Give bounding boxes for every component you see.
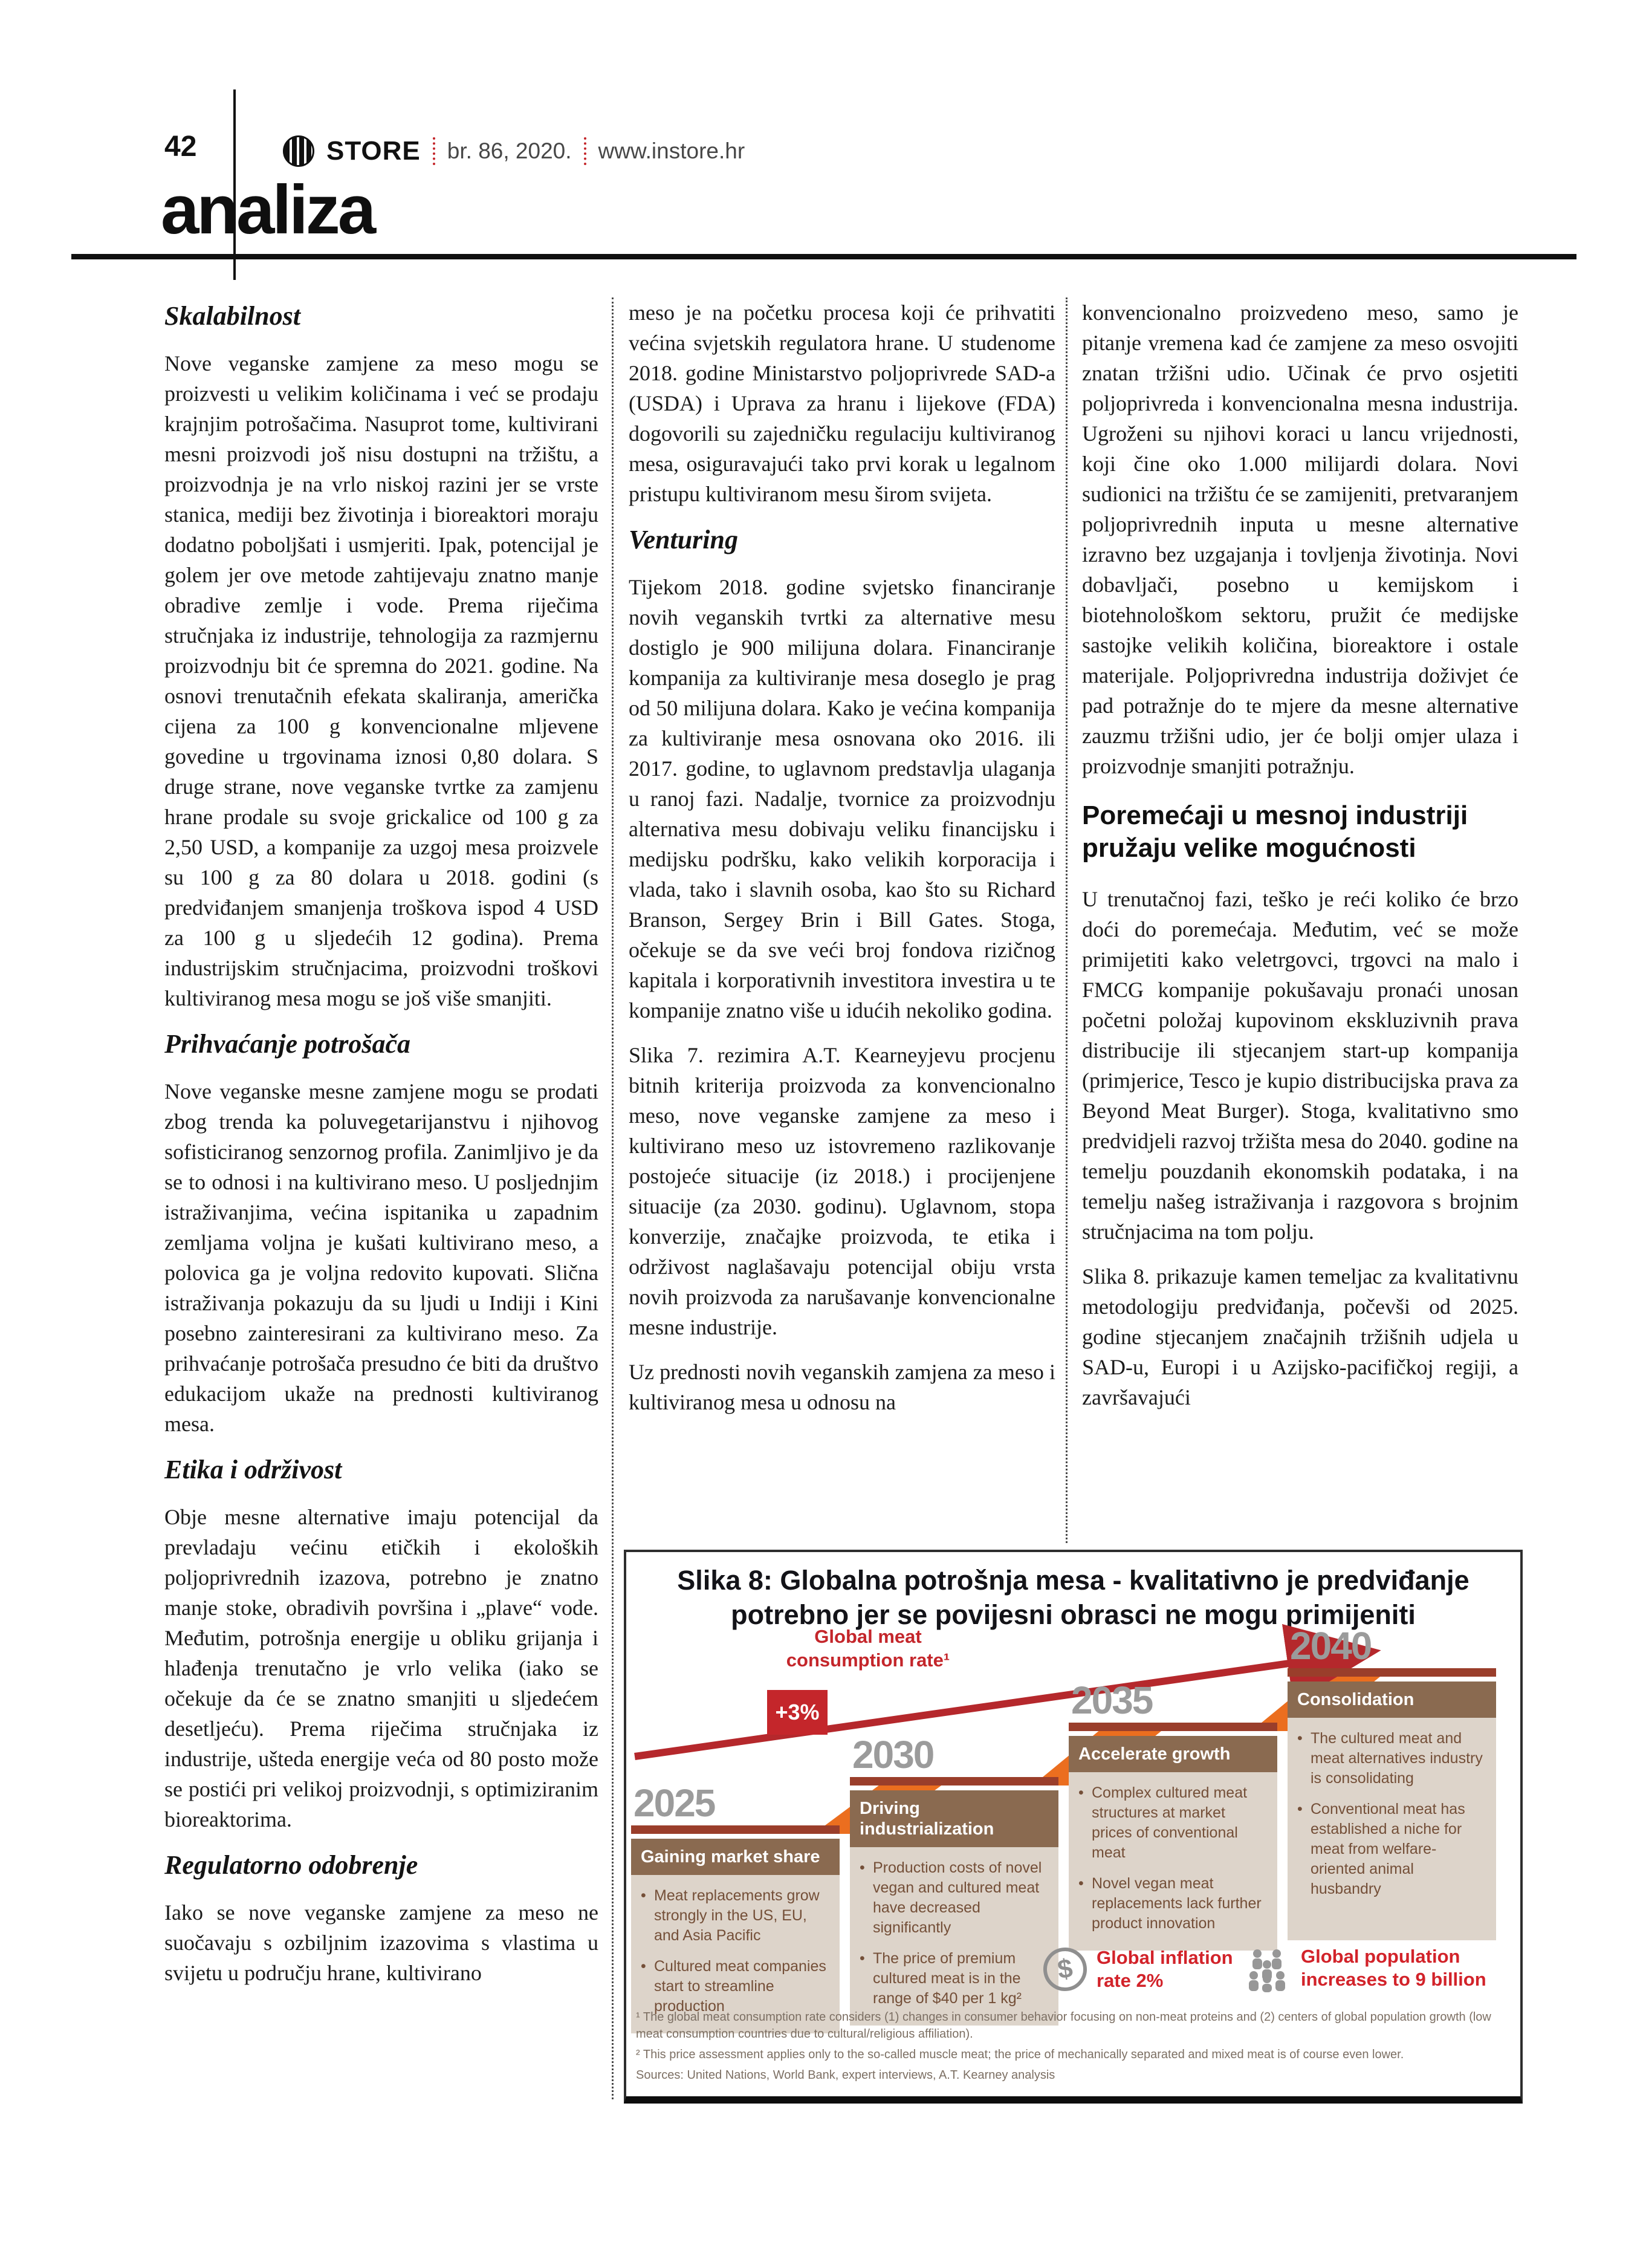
subheading-regulatorno: Regulatorno odobrenje xyxy=(164,1850,418,1880)
card-bullet: • Cultured meat companies start to streamline production xyxy=(640,1957,831,2016)
growth-rate-badge: +3% xyxy=(767,1690,828,1735)
timeline-card-2030 xyxy=(850,1790,1058,2007)
card-title: Gaining market share xyxy=(631,1839,840,1875)
subheading-etika: Etika i održivost xyxy=(164,1455,342,1484)
figure-slika8 xyxy=(624,1550,1523,2104)
timeline-card-2040 xyxy=(1288,1682,1496,1940)
body-paragraph: Nove veganske zamjene za meso mogu se proizvesti u velikim količinama i već se prodaju krajnjim potrošačima. Nasuprot tome, kultivirani mesni proizvodi još nisu dostupni na tržištu, a proizvodnja je na vrlo niskoj razini jer se vrste stanica, mediji bez životinja i bioreaktori moraju dodatno poboljšati i usmjeriti. Ipak, potencijal je golem jer ove metode zahtijevaju znatno manje obradive zemlje i vode. Prema riječima stručnjaka iz industrije, tehnologija za razmjernu proizvodnju bit će spremna do 2021. godine. Na osnovi trenutačnih efekata skaliranja, američka cijena za 100 g konvencionalne mljevene govedine u trgovinama iznosi 0,80 dolara. S druge strane, nove veganske tvrtke za zamjenu hrane prodale su svoje grickalice od 100 g za 2,50 USD, a kompanije za uzgoj mesa proizvele su 100 g za 80 dolara u 2018. godini (s predviđanjem smanjenja troškova ispod 4 USD za 100 g u sljedećih 12 godina). Prema industrijskim stručnjacima, proizvodni troškovi kultiviranog mesa mogu se još više smanjiti. xyxy=(164,351,598,1010)
crowd-icon xyxy=(1243,1944,1291,1992)
consumption-rate-label: Global meat consumption rate¹ xyxy=(786,1626,950,1671)
column-separator xyxy=(612,297,614,2099)
population-label: Global population increases to 9 billion xyxy=(1301,1946,1486,1990)
card-bullet: • Production costs of novel vegan and cultured meat have decreased significantly xyxy=(858,1858,1050,1938)
subheading-skalabilnost: Skalabilnost xyxy=(164,301,300,331)
card-bullet: • Complex cultured meat structures at market prices of conventional meat xyxy=(1077,1783,1269,1863)
body-paragraph: Uz prednosti novih veganskih zamjena za meso i kultiviranog mesa u odnosu na xyxy=(629,1360,1055,1414)
body-paragraph: Nove veganske mesne zamjene mogu se prodati zbog trenda ka poluvegetarijanstvu i njihovog sofisticiranog senzornog profila. Zanimljivo je da se to odnosi i na kultivirano meso. U posljednjim istraživanjima, većina ispitanika u zapadnim zemljama voljna je kušati kultivirano meso, a polovica ga je voljna redovito kupovati. Slična istraživanja pokazuju da su ljudi u Indiji i Kini posebno zainteresirani za kultivirano meso. Za prihvaćanje potrošača presudno će biti da društvo edukacijom ukaže na prednosti kultiviranog mesa. xyxy=(164,1079,598,1436)
figure-title-line1: Slika 8: Globalna potrošnja mesa - kvalitativno je predviđanje xyxy=(677,1565,1469,1596)
header-rule xyxy=(71,254,1576,259)
subheading-poremecaji: Poremećaji u mesnoj industriji pružaju velike mogućnosti xyxy=(1082,801,1468,863)
card-title: Driving industrialization xyxy=(850,1790,1058,1847)
masthead xyxy=(283,135,745,167)
body-paragraph: Slika 7. rezimira A.T. Kearneyjevu procjenu bitnih kriterija proizvoda za konvencionalno meso, nove veganske zamjene za meso i kultivirano meso uz istovremeno razlikovanje postojeće situacije (iz 2018.) i procijenjene situacije (za 2030. godinu). Uglavnom, stopa konverzije, značajke proizvoda, te etika i održivost naglašavaju potencijal obiju vrsta novih proizvoda za narušavanje konvencionalne mesne industrije. xyxy=(629,1043,1055,1339)
card-bullet: • Novel vegan meat replacements lack further product innovation xyxy=(1077,1874,1269,1934)
figure-sources: Sources: United Nations, World Bank, expert interviews, A.T. Kearney analysis xyxy=(636,2068,1055,2082)
step-bar xyxy=(1069,1723,1277,1731)
dotted-separator-icon xyxy=(433,137,435,165)
body-paragraph: Tijekom 2018. godine svjetsko financiranje novih veganskih tvrtki za alternative mesu dostiglo je 900 milijuna dolara. Financiranje kompanija za kultiviranje mesa doseglo je prag od 50 milijuna dolara. Kako je većina kompanija za kultiviranje mesa osnovana oko 2016. ili 2017. godine, to uglavnom predstavlja ulaganja u ranoj fazi. Nadalje, tvornice za proizvodnju alternativa mesu dobivaju veliku financijsku i medijsku podršku, kako velikih korporacija i vlada, tako i slavnih osoba, kao što su Richard Branson, Sergey Brin i Bill Gates. Stoga, očekuje se da sve veći broj fondova rizičnog kapitala i korporativnih investitora investira u te kompanije znatno više u idućih nekoliko godina. xyxy=(629,575,1055,1022)
dotted-separator-icon xyxy=(584,137,586,165)
card-bullet: • The price of premium cultured meat is in the range of $40 per 1 kg² xyxy=(858,1949,1050,2009)
population-assumption xyxy=(1243,1944,1486,1992)
step-bar xyxy=(631,1825,840,1834)
year-label-2030: 2030 xyxy=(852,1733,934,1776)
issue-label: br. 86, 2020. xyxy=(447,138,572,163)
site-url: www.instore.hr xyxy=(598,138,745,163)
inflation-assumption xyxy=(1043,1946,1233,1992)
year-label-2025: 2025 xyxy=(633,1781,715,1825)
year-label-2040: 2040 xyxy=(1290,1624,1372,1668)
column-3 xyxy=(1082,297,1518,1427)
body-paragraph: Slika 8. prikazuje kamen temeljac za kvalitativnu metodologiju predviđanja, počevši od 2025. godine stjecanjem značajnih tržišnih udjela u SAD-u, Europi i u Azijsko-pacifičkoj regiji, a završavajući xyxy=(1082,1264,1518,1409)
step-bar xyxy=(1288,1668,1496,1677)
body-paragraph: U trenutačnoj fazi, teško je reći koliko će brzo doći do poremećaja. Međutim, već se može primijetiti kako veletrgovci, trgovci na malo i FMCG kompanije pokušavaju pronaći unosan početni položaj kupovinom ekskluzivnih prava distribucije ili stjecanjem start-up kompanija (primjerice, Tesco je kupio distribucijska prava za Beyond Meat Burger). Stoga, kvalitativno smo predvidjeli razvoj tržišta mesa do 2040. godine na temelju pouzdanih ekonomskih podataka, i na temelju našeg istraživanja i razgovora s brojnim stručnjacima na tom polju. xyxy=(1082,887,1518,1244)
inflation-label: Global inflation rate 2% xyxy=(1097,1947,1233,1991)
year-label-2035: 2035 xyxy=(1071,1678,1153,1722)
timeline-card-2025 xyxy=(631,1839,840,2015)
section-title: analiza xyxy=(161,172,374,249)
brand-name: STORE xyxy=(326,136,421,166)
page-number: 42 xyxy=(164,131,197,163)
figure-footnote: ¹ The global meat consumption rate considers (1) changes in consumer behavior focusing on non-meat proteins and (2) centers of global population growth (low meat consumption countries due to cultural/religious affiliation). xyxy=(636,2010,1491,2041)
card-bullet: • Meat replacements grow strongly in the US, EU, and Asia Pacific xyxy=(640,1886,831,1946)
instore-logo-icon xyxy=(283,135,314,167)
card-bullet: • Conventional meat has established a niche for meat from welfare-oriented animal husbandry xyxy=(1296,1799,1488,1899)
dollar-coin-icon: $ xyxy=(1040,1945,1089,1993)
subheading-prihvacanje: Prihvaćanje potrošača xyxy=(164,1029,410,1059)
body-paragraph: konvencionalno proizvedeno meso, samo je pitanje vremena kad će zamjene za meso osvojiti znatan tržišni udio. Učinak će prvo osjetiti poljoprivreda i konvencionalna mesna industrija. Ugroženi su njihovi koraci u lancu vrijednosti, koji čine oko 1.000 milijardi dolara. Novi sudionici na tržištu će se zamijeniti, pretvaranjem poljoprivrednih inputa u mesne alternative izravno bez uzgajanja i tovljenja životinja. Novi dobavljači, posebno u kemijskom i biotehnološkom sektoru, pružit će medijske sastojke velikih količina, bioreaktore i ostale materijale. Poljoprivredna industrija doživjet će pad potražnje do te mjere da mesne alternative zauzmu tržišni udio, jer će bolji omjer ulaza i proizvodnje smanjiti potražnju. xyxy=(1082,301,1518,778)
step-bar xyxy=(850,1777,1058,1785)
subheading-venturing: Venturing xyxy=(629,525,738,554)
column-separator xyxy=(1066,297,1068,1543)
timeline-card-2035 xyxy=(1069,1736,1277,1940)
body-paragraph: Iako se nove veganske zamjene za meso ne suočavaju s ozbiljnim izazovima s vlastima u svijetu u području hrane, kultivirano xyxy=(164,1900,598,1985)
column-1 xyxy=(164,297,598,2003)
card-bullet: • The cultured meat and meat alternatives industry is consolidating xyxy=(1296,1729,1488,1789)
column-2 xyxy=(629,297,1055,1432)
card-title: Consolidation xyxy=(1288,1682,1496,1718)
body-paragraph: Obje mesne alternative imaju potencijal da prevladaju većinu etičkih i ekoloških poljoprivrednih izazova, potrebno je znatno manje stoke, obradivih površina i „plave“ vode. Međutim, potrošnja energije u obliku grijanja i hlađenja trenutačno je vrlo velika (iako se očekuje da će se znatno smanjiti u sljedećem desetljeću). Prema riječima stručnjaka iz industrije, ušteda energije veća od 80 posto može se postići pri velikoj proizvodnji, s optimiziranim bioreaktorima. xyxy=(164,1505,598,1831)
body-paragraph: meso je na početku procesa koji će prihvatiti većina svjetskih regulatora hrane. U studenome 2018. godine Ministarstvo poljoprivrede SAD-a (USDA) i Uprava za hranu i lijekove (FDA) dogovorili su zajedničku regulaciju kultiviranog mesa, osiguravajući tako prvi korak u legalnom pristupu kultiviranom mesu širom svijeta. xyxy=(629,301,1055,506)
figure-title-line2: potrebno jer se povijesni obrasci ne mogu primijeniti xyxy=(731,1599,1416,1630)
card-title: Accelerate growth xyxy=(1069,1736,1277,1772)
figure-footnote: ² This price assessment applies only to the so-called muscle meat; the price of mechanically separated and mixed meat is of course even lower. xyxy=(636,2048,1404,2061)
figure-footnotes xyxy=(636,2009,1506,2087)
